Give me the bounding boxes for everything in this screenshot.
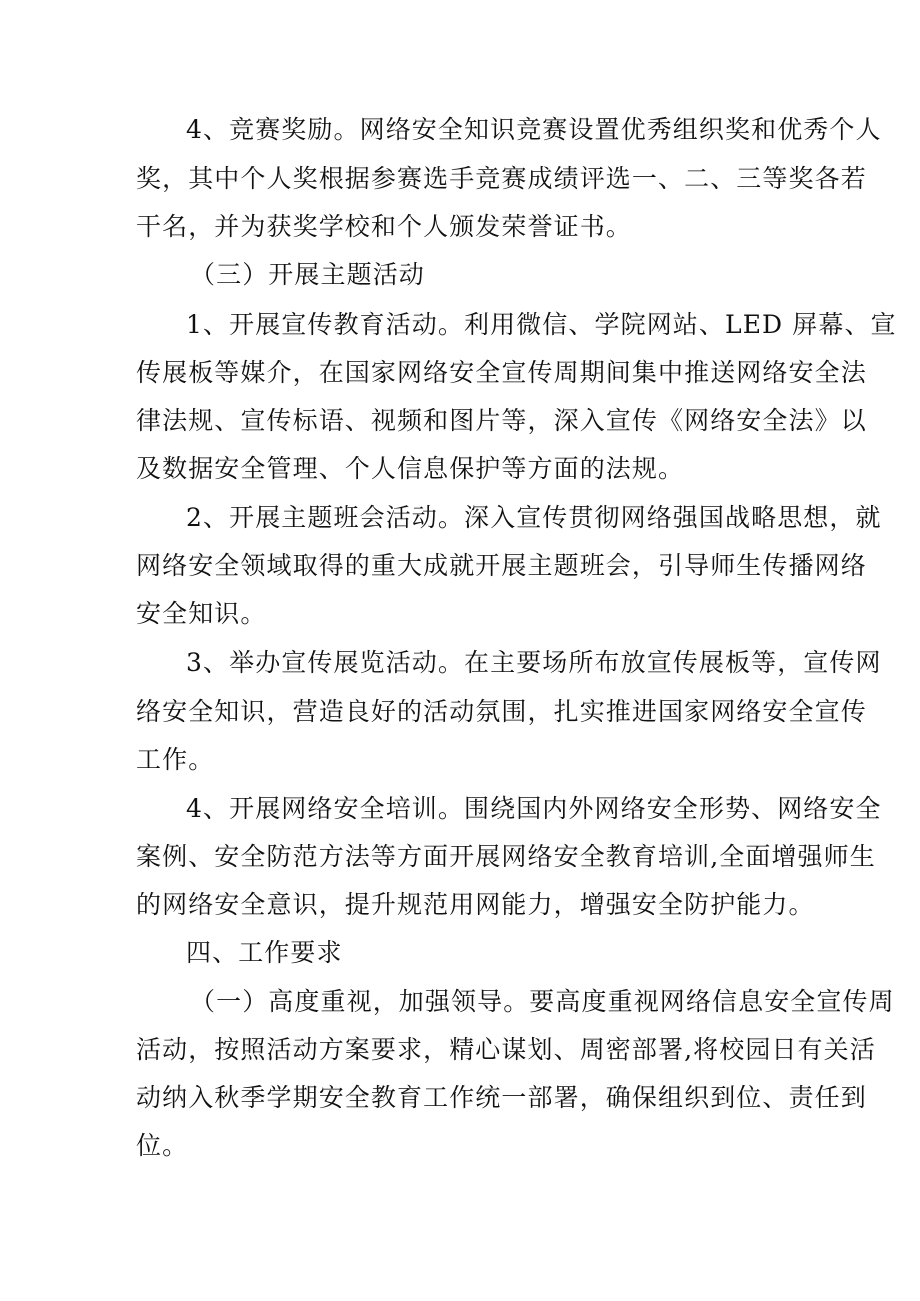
paragraph-line: 4、竞赛奖励。网络安全知识竞赛设置优秀组织奖和优秀个人 bbox=[186, 115, 882, 144]
paragraph-line: （一）高度重视，加强领导。要高度重视网络信息安全宣传周 bbox=[190, 987, 895, 1016]
paragraph-line: 3、举办宣传展览活动。在主要场所布放宣传展板等，宣传网 bbox=[186, 648, 882, 677]
paragraph-line: 位。 bbox=[136, 1131, 189, 1160]
paragraph-line: 2、开展主题班会活动。深入宣传贯彻网络强国战略思想，就 bbox=[186, 503, 882, 532]
paragraph-line: 及数据安全管理、个人信息保护等方面的法规。 bbox=[136, 454, 685, 483]
paragraph-line: 案例、安全防范方法等方面开展网络安全教育培训,全面增强师生 bbox=[136, 842, 876, 871]
paragraph-line: 动纳入秋季学期安全教育工作统一部署，确保组织到位、责任到 bbox=[136, 1083, 867, 1112]
paragraph-line: 网络安全领域取得的重大成就开展主题班会，引导师生传播网络 bbox=[136, 551, 867, 580]
paragraph-line: 1、开展宣传教育活动。利用微信、学院网站、LED 屏幕、宣 bbox=[186, 310, 897, 339]
paragraph-line: 4、开展网络安全培训。围绕国内外网络安全形势、网络安全 bbox=[186, 794, 882, 823]
paragraph-line: 干名，并为获奖学校和个人颁发荣誉证书。 bbox=[136, 212, 632, 241]
paragraph-line: 活动，按照活动方案要求，精心谋划、周密部署,将校园日有关活 bbox=[136, 1035, 876, 1064]
paragraph-line: 传展板等媒介，在国家网络安全宣传周期间集中推送网络安全法 bbox=[136, 358, 867, 387]
paragraph-line: 工作。 bbox=[136, 745, 215, 774]
paragraph-line: 络安全知识，营造良好的活动氛围，扎实推进国家网络安全宣传 bbox=[136, 697, 867, 726]
section-heading: （三）开展主题活动 bbox=[190, 260, 425, 289]
paragraph-line: 的网络安全意识，提升规范用网能力，增强安全防护能力。 bbox=[136, 890, 815, 919]
paragraph-line: 安全知识。 bbox=[136, 599, 267, 628]
section-heading: 四、工作要求 bbox=[186, 938, 343, 967]
paragraph-line: 奖，其中个人奖根据参赛选手竞赛成绩评选一、二、三等奖各若 bbox=[136, 164, 867, 193]
paragraph-line: 律法规、宣传标语、视频和图片等，深入宣传《网络安全法》以 bbox=[136, 406, 867, 435]
